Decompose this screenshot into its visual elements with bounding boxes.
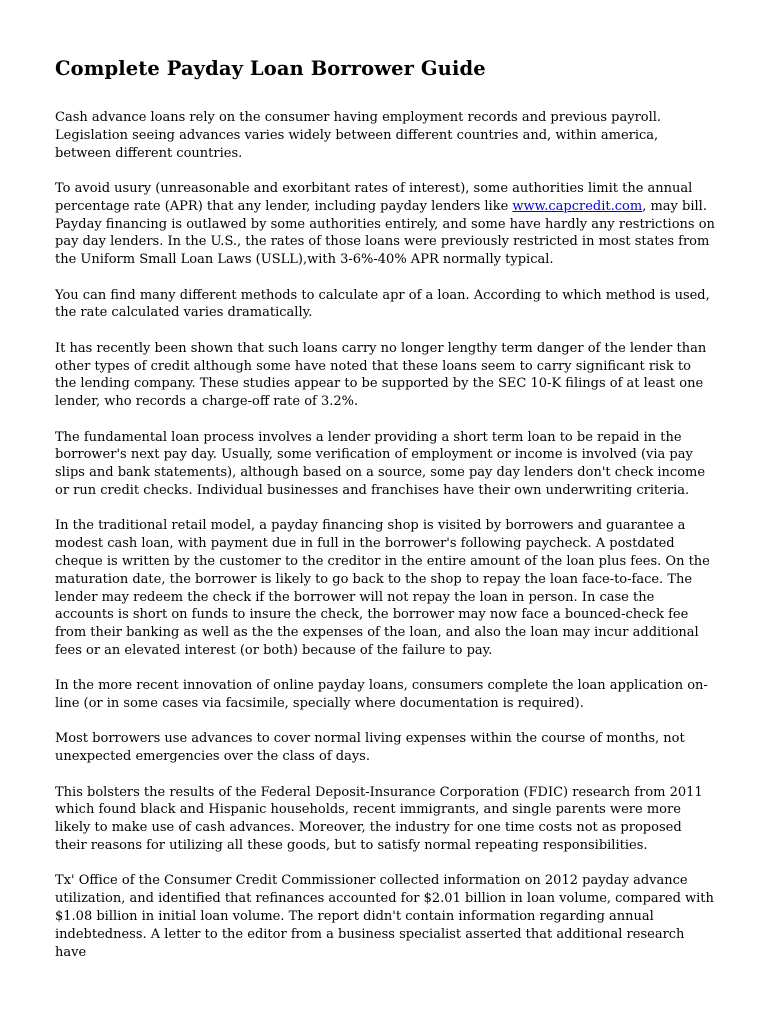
paragraph-loan-process: The fundamental loan process involves a lender providing a short term loan to be repaid in the borrower's next pay day. Usually, some verification of employment or income is involved (via pay slips and bank statements), although based on a source, some pay day lenders don't check income or run credit checks. Individual businesses and franchises have their own underwriting criteria.: [55, 429, 706, 498]
paragraph-fdic-research: This bolsters the results of the Federal Deposit-Insurance Corporation (FDIC) research from 2011 which found black and Hispanic households, recent immigrants, and single parents were more likely to make use of cash advances. Moreover, the industry for one time costs not as proposed their reasons for utilizing all these goods, but to satisfy normal repeating responsibilities.: [55, 784, 703, 854]
paragraph-online-loans: In the more recent innovation of online payday loans, consumers complete the loan application on-line (or in some cases via facsimile, specially where documentation is required).: [55, 678, 708, 712]
capcredit-link[interactable]: www.capcredit.com: [512, 198, 643, 214]
paragraph-usury: [55, 180, 715, 269]
paragraph-texas-office: Tx' Office of the Consumer Credit Commissioner collected information on 2012 payday advance utilization, and identified that refinances accounted for $2.01 billion in loan volume, compared with $1.08 billion in initial loan volume. The report didn't contain information regarding annual indebtedness. A letter to the editor from a business specialist asserted that additional research have: [55, 873, 714, 960]
paragraph-usury-text-start: To avoid usury (unreasonable and exorbitant rates of interest), some authorities limit the annual percentage rate (APR) that any lender, including payday lenders like: [55, 180, 693, 214]
document-page: [55, 56, 715, 979]
paragraph-usury-text-end: , may bill. Payday financing is outlawed by some authorities entirely, and some have hardly any restrictions on pay day lenders. In the U.S., the rates of those loans were previously restricted in most states from the Uniform Small Loan Laws (USLL),with 3-6%-40% APR normally typical.: [55, 198, 715, 268]
page-title: Complete Payday Loan Borrower Guide: [55, 57, 486, 80]
paragraph-risk: It has recently been shown that such loans carry no longer lengthy term danger of the lender than other types of credit although some have noted that these loans seem to carry significant risk to the lending company. These studies appear to be supported by the SEC 10-K filings of at least one lender, who records a charge-off rate of 3.2%.: [55, 340, 707, 410]
paragraph-apr-methods: You can find many different methods to calculate apr of a loan. According to which method is used, the rate calculated varies dramatically.: [55, 287, 710, 321]
paragraph-living-expenses: Most borrowers use advances to cover normal living expenses within the course of months, not unexpected emergencies over the class of days.: [55, 731, 685, 765]
paragraph-retail-model: In the traditional retail model, a payday financing shop is visited by borrowers and guarantee a modest cash loan, with payment due in full in the borrower's following paycheck. A postdated cheque is written by the customer to the creditor in the entire amount of the loan plus fees. On the maturation date, the borrower is likely to go back to the shop to repay the loan face-to-face. The lender may redeem the check if the borrower will not repay the loan in person. In case the accounts is short on funds to insure the check, the borrower may now face a bounced-check fee from their banking as well as the the expenses of the loan, and also the loan may incur additional fees or an elevated interest (or both) because of the failure to pay.: [55, 518, 710, 658]
paragraph-eligibility: Cash advance loans rely on the consumer having employment records and previous payroll. Legislation seeing advances varies widely between different countries and, within america, between different countries.: [55, 110, 662, 161]
